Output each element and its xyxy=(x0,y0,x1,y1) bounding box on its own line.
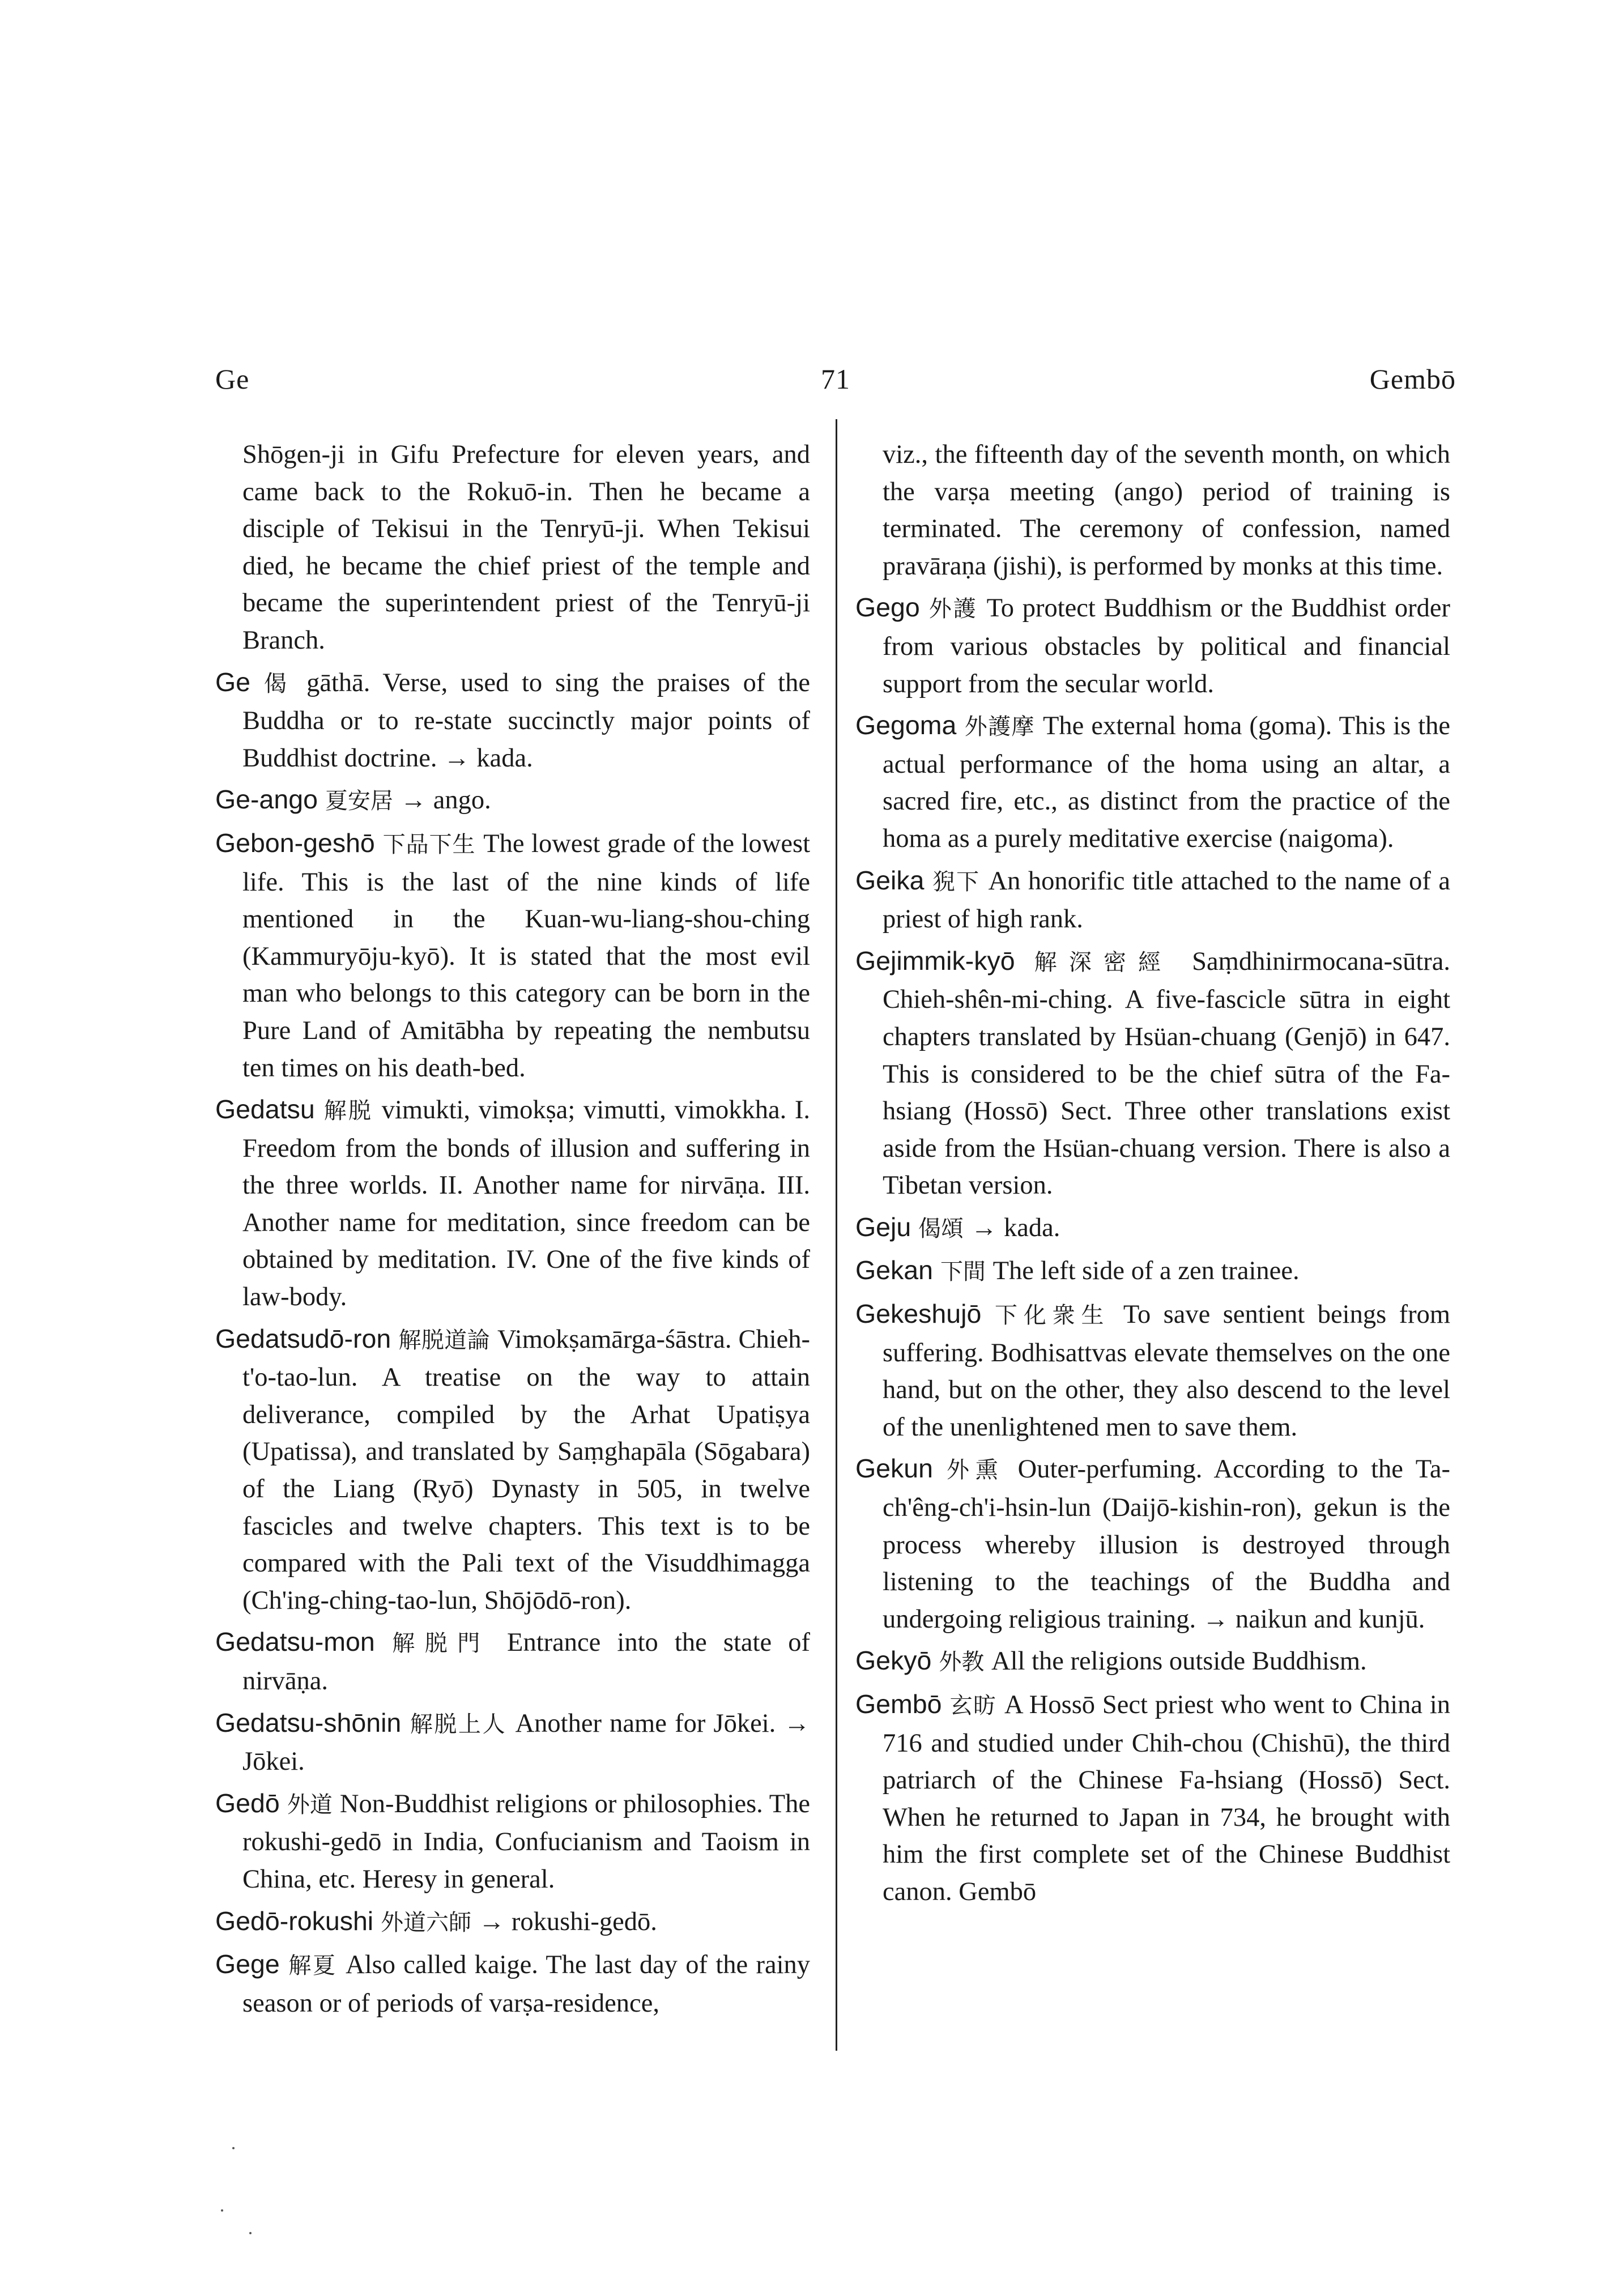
entry-kanji: 下化衆生 xyxy=(995,1302,1110,1329)
entry-definition: → kada. xyxy=(970,1213,1060,1242)
entry-definition: The lowest grade of the lowest life. This is the last of the nine kinds of life mentioned in the Kuan-wu-liang-shou-ching (Kammuryōju-kyō). It is stated that the most evil man who belongs to this category can be born in the Pure Land of Amitābha by repeating the nembutsu ten times on his death-bed. xyxy=(242,829,810,1083)
left-column xyxy=(215,436,810,2026)
dictionary-entry xyxy=(215,1903,810,1942)
entry-kanji: 夏安居 xyxy=(325,788,393,815)
entry-definition: Saṃdhinirmocana-sūtra. Chieh-shên-mi-ching. A five-fascicle sūtra in eight chapters translated by Hsüan-chuang (Genjō) in 647. This is considered to be the chief sūtra of the Fa-hsiang (Hossō) Sect. Three other translations exist aside from the Hsüan-chuang version. There is also a Tibetan version. xyxy=(883,947,1450,1200)
dictionary-entry xyxy=(215,1946,810,2022)
entry-definition: An honorific title attached to the name of a priest of high rank. xyxy=(883,866,1450,934)
entry-kanji: 下間 xyxy=(940,1259,986,1285)
entry-kanji: 偈 xyxy=(264,670,293,697)
dictionary-entry xyxy=(215,825,810,1087)
speck xyxy=(221,2209,223,2212)
dictionary-entry xyxy=(855,707,1450,857)
dictionary-entry xyxy=(215,1705,810,1780)
entry-headword: Gedatsu-mon xyxy=(215,1627,375,1657)
header-first-word: Ge xyxy=(215,363,250,395)
scan-specks xyxy=(210,2141,266,2255)
dictionary-entry xyxy=(215,1320,810,1620)
entry-headword: Geju xyxy=(855,1212,911,1242)
entry-definition: Shōgen-ji in Gifu Prefecture for eleven years, and came back to the Rokuō-in. Then he became a disciple of Tekisui in the Tenryū-ji. When Tekisui died, he became the chief priest of the temple and became the superintendent priest of the Tenryū-ji Branch. xyxy=(242,440,810,655)
entry-headword: Gedatsu-shōnin xyxy=(215,1707,402,1737)
entry-headword: Gekeshujō xyxy=(855,1299,982,1329)
dictionary-entry xyxy=(855,1296,1450,1446)
speck xyxy=(249,2232,252,2234)
entry-kanji: 外道六師 xyxy=(381,1909,472,1936)
entry-definition: → ango. xyxy=(400,786,491,815)
dictionary-entry xyxy=(215,664,810,777)
entry-headword: Gegoma xyxy=(855,710,957,740)
entry-definition: The external homa (goma). This is the actual performance of the homa using an altar, a sacred fire, etc., as distinct from the practice of the homa as a purely meditative exercise (naigoma). xyxy=(883,712,1451,853)
entry-definition: The left side of a zen trainee. xyxy=(992,1256,1300,1286)
right-column xyxy=(855,436,1450,1915)
page-number: 71 xyxy=(821,363,850,395)
entry-headword: Gege xyxy=(215,1949,280,1979)
entry-headword: Gebon-geshō xyxy=(215,828,375,858)
entry-definition: A Hossō Sect priest who went to China in 716 and studied under Chih-chou (Chishū), the third patriarch of the Chinese Fa-hsiang (Hossō) Sect. When he returned to Japan in 734, he brought with him the first complete set of the Chinese Buddhist canon. Gembō xyxy=(883,1690,1451,1906)
entry-headword: Gedatsudō-ron xyxy=(215,1323,391,1353)
entry-headword: Gekun xyxy=(855,1454,934,1484)
entry-kanji: 外護摩 xyxy=(964,714,1035,740)
entry-definition: Non-Buddhist religions or philosophies. The rokushi-gedō in India, Confucianism and Taoism in China, etc. Heresy in general. xyxy=(242,1789,811,1894)
continued-entry xyxy=(215,436,810,659)
entry-kanji: 解脱 xyxy=(323,1098,373,1124)
dictionary-entry xyxy=(215,1091,810,1316)
dictionary-entry xyxy=(855,1252,1450,1291)
entry-definition: Outer-perfuming. According to the Ta-ch'êng-ch'i-hsin-lun (Daijō-kishin-ron), gekun is the process whereby illusion is destroyed through listening to the teachings of the Buddha and undergoing religious training. → naikun and kunjū. xyxy=(883,1455,1451,1634)
entry-headword: Gekan xyxy=(855,1255,934,1285)
header-last-word: Gembō xyxy=(1369,363,1456,395)
entry-kanji: 玄昉 xyxy=(949,1693,997,1719)
entry-headword: Gejimmik-kyō xyxy=(855,945,1015,976)
speck xyxy=(232,2147,235,2149)
entry-kanji: 解脱道論 xyxy=(398,1327,490,1353)
dictionary-entry xyxy=(855,1686,1450,1911)
entry-kanji: 解脱門 xyxy=(392,1630,490,1657)
entry-kanji: 外熏 xyxy=(946,1457,1004,1484)
entry-definition: Also called kaige. The last day of the rainy season or of periods of varṣa-residence, xyxy=(242,1950,811,2018)
entry-headword: Ge-ango xyxy=(215,785,318,815)
entry-kanji: 解脱上人 xyxy=(410,1711,507,1737)
entry-kanji: 解深密經 xyxy=(1034,949,1173,976)
entry-kanji: 偈頌 xyxy=(918,1215,964,1242)
entry-definition: Another name for Jōkei. → Jōkei. xyxy=(242,1709,811,1777)
dictionary-entry xyxy=(855,943,1450,1204)
entry-definition: gāthā. Verse, used to sing the praises of the Buddha or to re-state succinctly major points of Buddhist doctrine. → kada. xyxy=(242,668,810,773)
dictionary-entry xyxy=(855,1450,1450,1638)
entry-definition: vimukti, vimokṣa; vimutti, vimokkha. I. Freedom from the bonds of illusion and suffering in the three worlds. II. Another name for nirvāṇa. III. Another name for meditation, since freedom can be obtained by meditation. IV. One of the five kinds of law-body. xyxy=(242,1096,811,1312)
dictionary-entry xyxy=(855,862,1450,938)
running-header xyxy=(215,363,1456,414)
entry-definition: To save sentient beings from suffering. Bodhisattvas elevate themselves on the one hand, but on the other, they also descend to the level of the unenlightened men to save them. xyxy=(883,1300,1450,1442)
dictionary-entry xyxy=(215,1785,810,1898)
entry-headword: Gembō xyxy=(855,1689,942,1719)
entry-definition: → rokushi-gedō. xyxy=(478,1907,657,1936)
entry-headword: Geika xyxy=(855,865,925,895)
dictionary-entry xyxy=(855,1209,1450,1248)
entry-kanji: 猊下 xyxy=(932,868,980,895)
continued-entry xyxy=(855,436,1450,585)
entry-definition: viz., the fifteenth day of the seventh month, on which the varṣa meeting (ango) period of training is terminated. The ceremony of confession, named pravāraṇa (jishi), is performed by monks at this time. xyxy=(883,440,1450,581)
dictionary-entry xyxy=(215,781,810,820)
entry-headword: Gego xyxy=(855,593,920,623)
entry-kanji: 外道 xyxy=(287,1791,333,1818)
column-divider xyxy=(836,419,837,2051)
dictionary-entry xyxy=(215,1624,810,1699)
entry-definition: Entrance into the state of nirvāṇa. xyxy=(242,1628,810,1696)
entry-kanji: 外護 xyxy=(928,596,978,623)
entry-headword: Gedō-rokushi xyxy=(215,1906,374,1936)
entry-headword: Gedō xyxy=(215,1788,280,1818)
entry-headword: Gekyō xyxy=(855,1646,932,1676)
dictionary-entry xyxy=(855,589,1450,702)
entry-kanji: 解夏 xyxy=(288,1953,337,1979)
entry-kanji: 外教 xyxy=(939,1649,985,1676)
entry-definition: To protect Buddhism or the Buddhist order from various obstacles by political and financial support from the secular world. xyxy=(883,594,1451,698)
dictionary-entry xyxy=(855,1642,1450,1681)
entry-headword: Gedatsu xyxy=(215,1094,315,1124)
entry-headword: Ge xyxy=(215,667,251,697)
entry-kanji: 下品下生 xyxy=(382,831,476,858)
entry-definition: Vimokṣamārga-śāstra. Chieh-t'o-tao-lun. A treatise on the way to attain deliverance, compiled by the Arhat Upatiṣya (Upatissa), and translated by Saṃghapāla (Sōgabara) of the Liang (Ryō) Dynasty in 505, in twelve fascicles and twelve chapters. This text is to be compared with the Pali text of the Visuddhimagga (Ch'ing-ching-tao-lun, Shōjōdō-ron). xyxy=(242,1324,810,1615)
entry-definition: All the religions outside Buddhism. xyxy=(991,1647,1367,1676)
